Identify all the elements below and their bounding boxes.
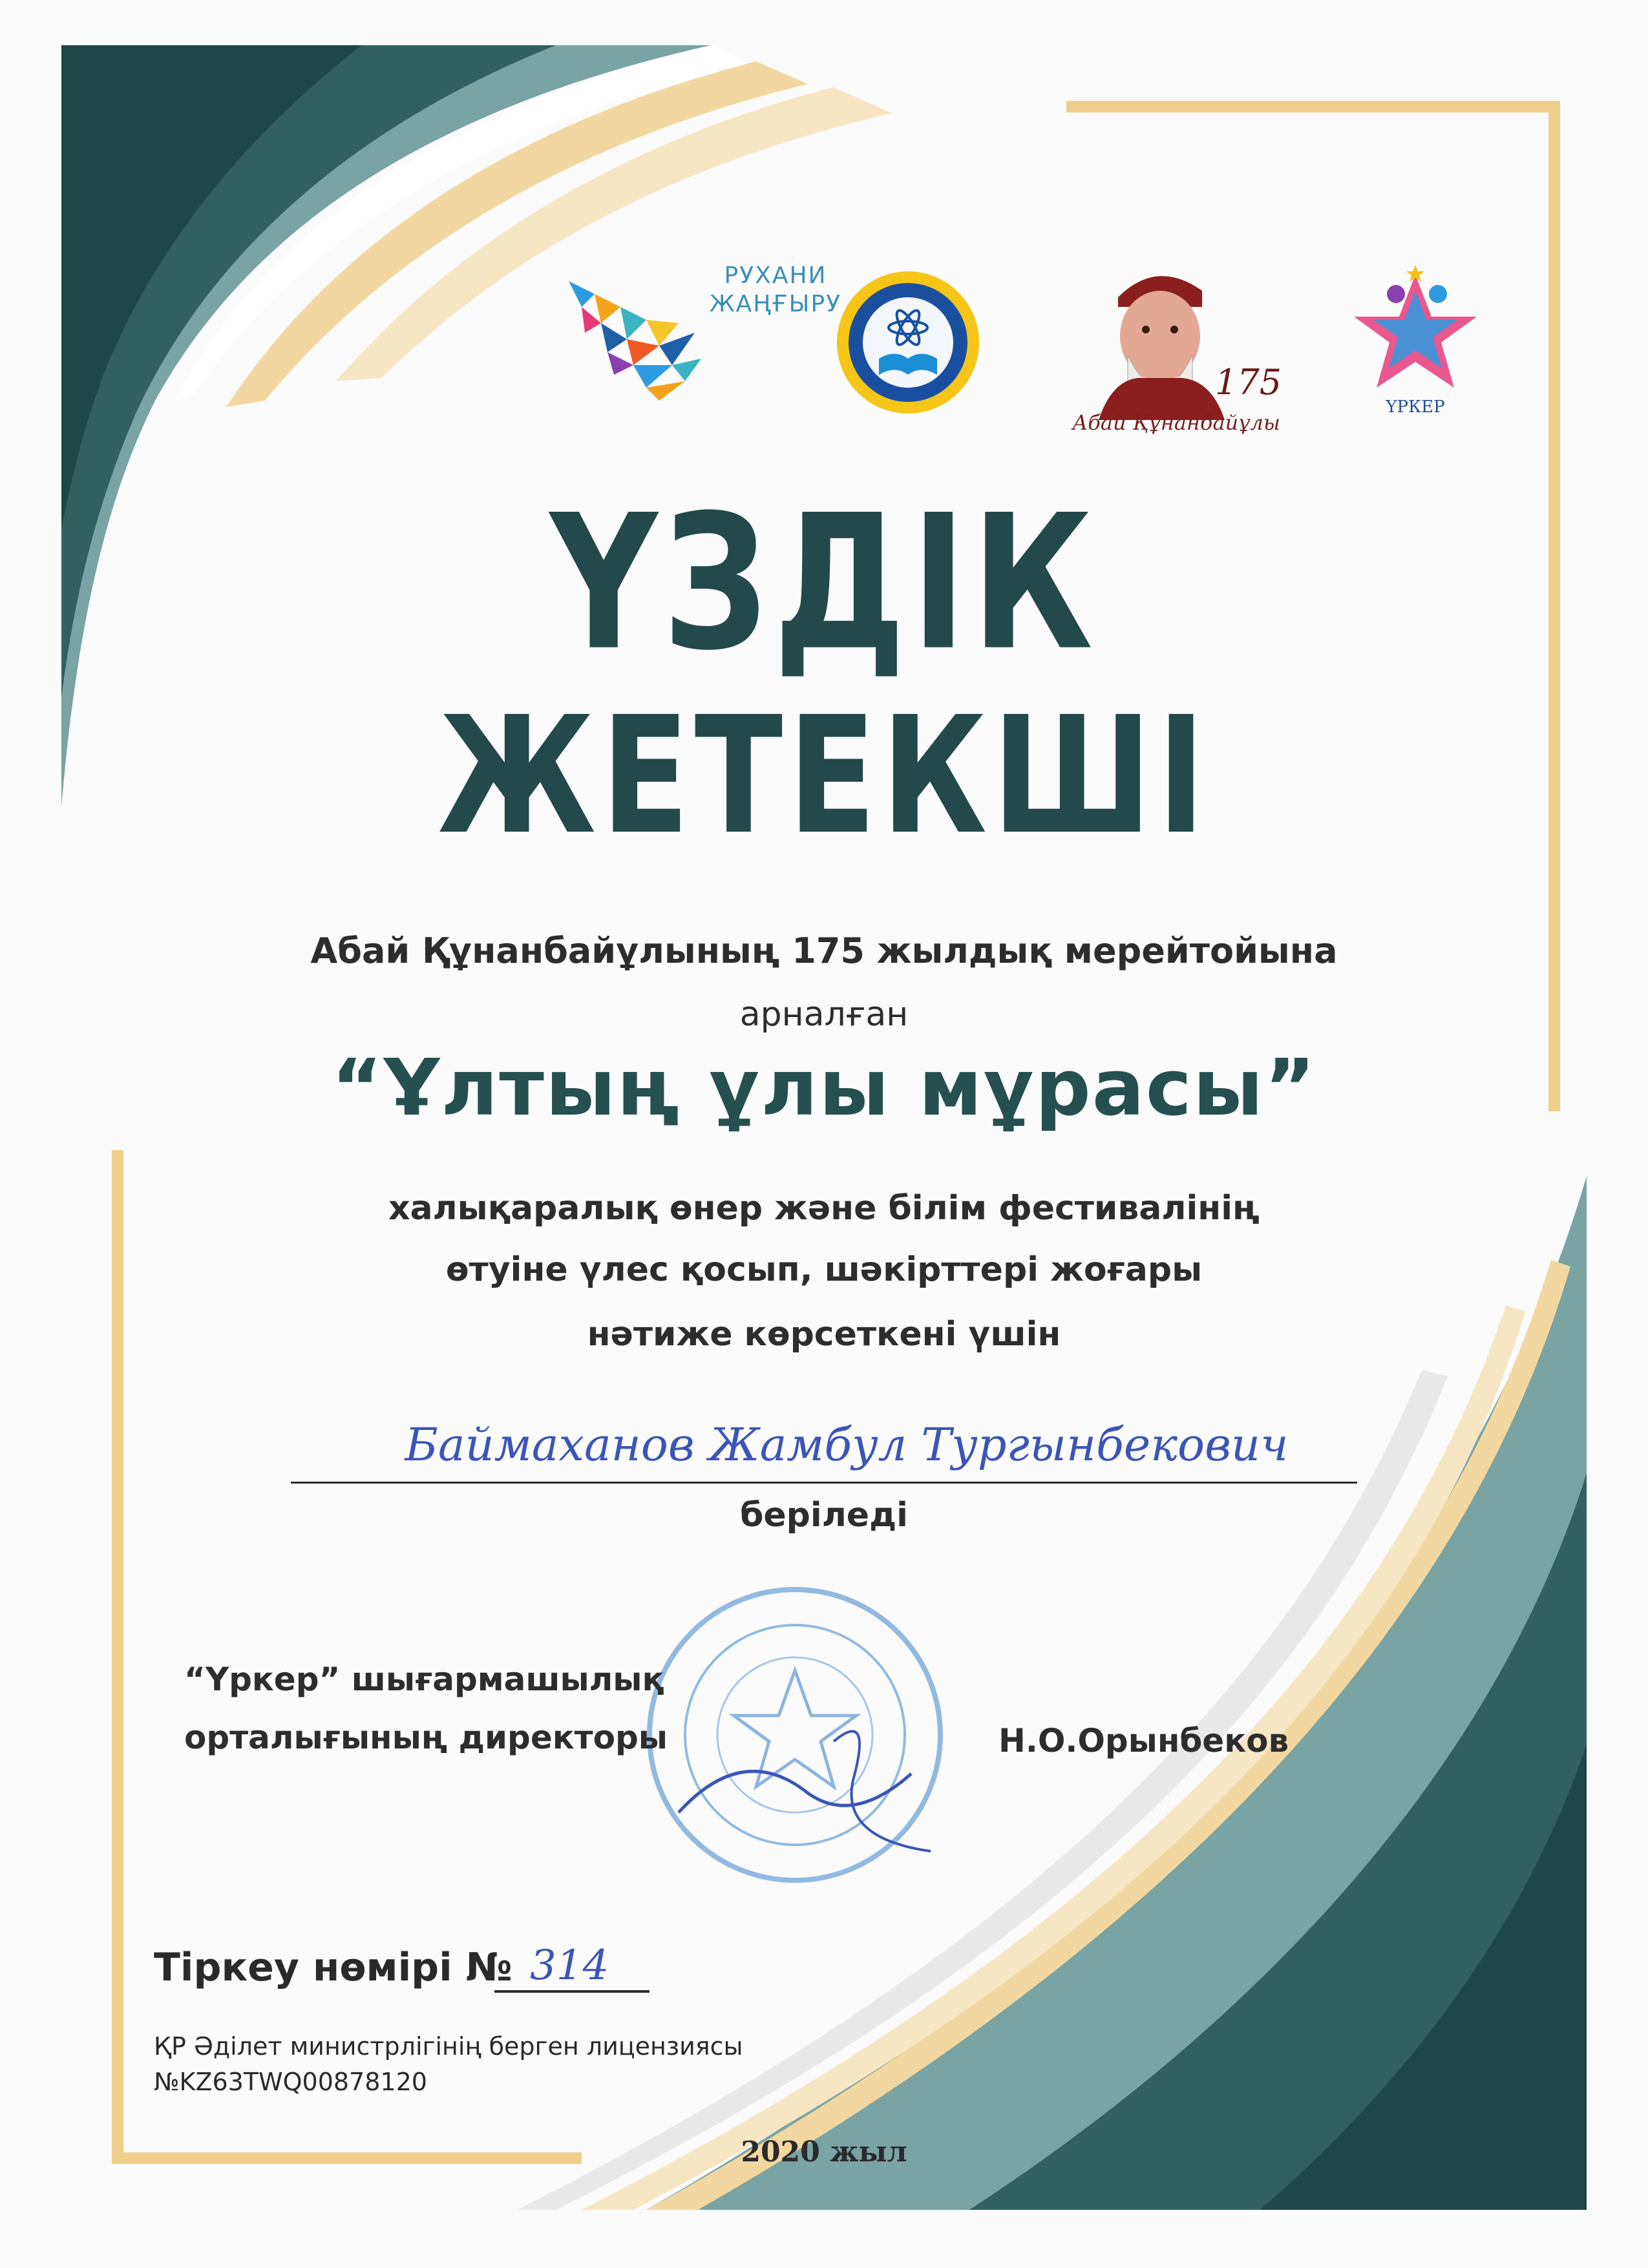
license-line2: №KZ63TWQ00878120 <box>154 2068 427 2096</box>
abai-175-label: 175 <box>1215 362 1282 403</box>
license-line1: ҚР Әділет министрлігінің берген лицензиясы <box>154 2032 743 2061</box>
certificate-title-line2: ЖЕТЕКШІ <box>438 682 1210 871</box>
recipient-underline <box>291 1482 1357 1484</box>
registration-underline <box>494 1990 650 1993</box>
certificate-title-line1: ҮЗДІК <box>549 476 1099 692</box>
rukhani-zhangyru-text: РУХАНИ ЖАҢҒЫРУ <box>709 262 842 317</box>
subtitle-line2: арналған <box>739 995 909 1034</box>
director-title-line2: орталығының директоры <box>184 1719 668 1756</box>
urker-star-logo <box>1347 265 1483 401</box>
director-name: Н.О.Орынбеков <box>998 1722 1289 1759</box>
urker-logo-text: ҮРКЕР <box>1386 397 1445 417</box>
subtitle-line1: Абай Құнанбайұлының 175 жылдық мерейтойына <box>310 930 1338 971</box>
registration-label: Тіркеу нөмірі № <box>154 1945 512 1990</box>
festival-name: “Ұлтың ұлы мұрасы” <box>331 1044 1317 1133</box>
recipient-name: Баймаханов Жамбул Тургынбекович <box>405 1418 1289 1471</box>
awarded-text: беріледі <box>740 1496 908 1535</box>
rukhani-zhangyru-bird-logo <box>556 262 704 404</box>
director-title-line1: “Үркер” шығармашылық <box>184 1661 664 1698</box>
abai-signature-text: Абай Құнанбайұлы <box>1072 410 1280 435</box>
purpose-line2: өтуіне үлес қосып, шәкірттері жоғары <box>445 1250 1203 1289</box>
ministry-emblem-logo <box>834 268 982 417</box>
purpose-line3: нәтиже көрсеткені үшін <box>587 1315 1061 1354</box>
official-stamp <box>640 1580 950 1890</box>
purpose-line1: халықаралық өнер және білім фестивалінің <box>388 1189 1260 1228</box>
certificate-year: 2020 жыл <box>741 2136 907 2168</box>
registration-number: 314 <box>530 1942 609 1990</box>
